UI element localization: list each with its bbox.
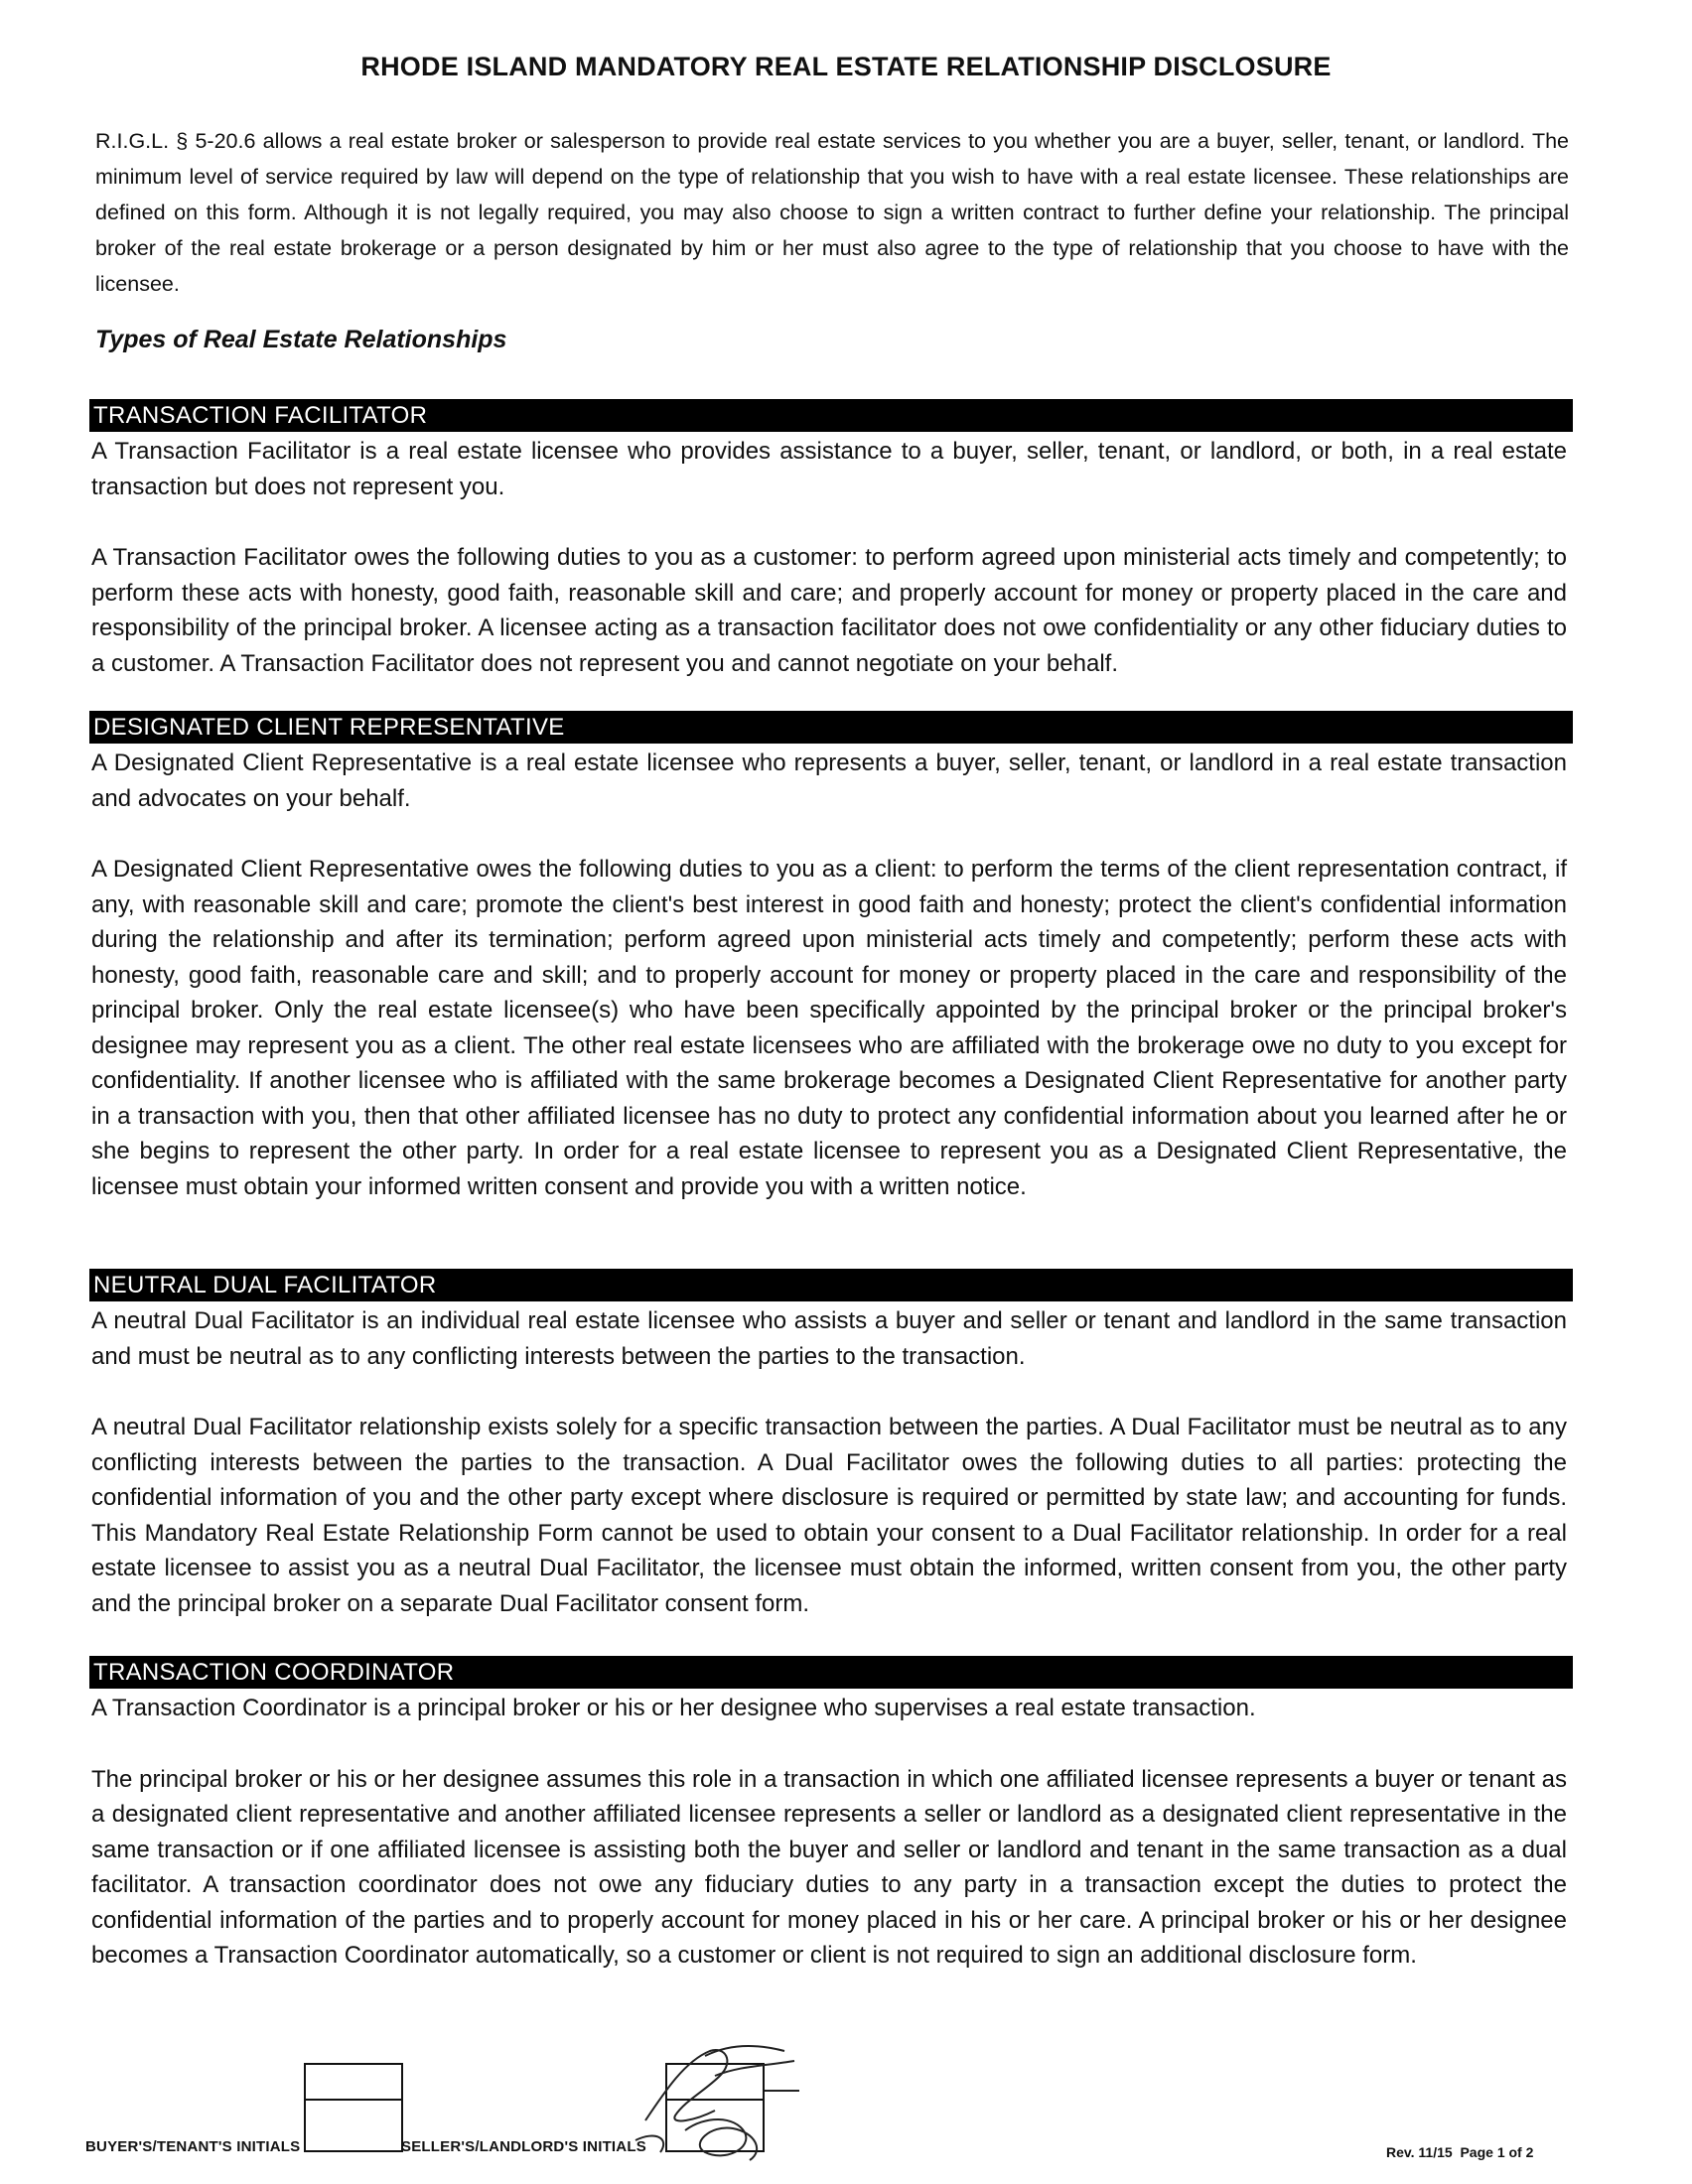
seller-initials-label: SELLER'S/LANDLORD'S INITIALS bbox=[401, 2138, 646, 2155]
section-heading-bar bbox=[89, 399, 1573, 432]
section-heading-bar bbox=[89, 711, 1573, 744]
section-transaction-facilitator bbox=[89, 399, 1573, 681]
section-designated-client-representative bbox=[89, 711, 1573, 1204]
section-heading: DESIGNATED CLIENT REPRESENTATIVE bbox=[93, 714, 565, 741]
section-heading-bar bbox=[89, 1269, 1573, 1301]
section-paragraph: A neutral Dual Facilitator is an individual real estate licensee who assists a buyer and seller or tenant and landlord in the same transaction and must be neutral as to any conflicting interests between the parties to the transaction. bbox=[91, 1307, 1567, 1370]
section-paragraph: A Transaction Coordinator is a principal broker or his or her designee who supervises a real estate transaction. bbox=[91, 1695, 1256, 1721]
section-heading: NEUTRAL DUAL FACILITATOR bbox=[93, 1272, 437, 1298]
section-paragraph: A Designated Client Representative owes the following duties to you as a client: to perform the terms of the client representation contract, if any, with reasonable skill and care; promote the client's best interest in good faith and honesty; protect the client's confidential information during the relationship and after its termination; perform agreed upon ministerial acts timely and competently; perform these acts with honesty, good faith, reasonable care and skill; and to properly account for money or property placed in the care and responsibility of the principal broker. Only the real estate licensee(s) who have been specifically appointed by the principal broker or the principal broker's designee may represent you as a client. The other real estate licensees who are affiliated with the brokerage owe no duty to you except for confidentiality. If another licensee who is affiliated with the same brokerage becomes a Designated Client Representative for another party in a transaction with you, then that other affiliated licensee has no duty to protect any confidential information about you learned after he or she begins to represent the other party. In order for a real estate licensee to represent you as a Designated Client Representative, the licensee must obtain your informed written consent and provide you with a written notice. bbox=[91, 856, 1567, 1200]
buyer-initials-box-bottom[interactable] bbox=[304, 2099, 403, 2152]
handwritten-initials-signature bbox=[616, 2021, 824, 2170]
page-number: Page 1 of 2 bbox=[1460, 2144, 1534, 2160]
buyer-initials-box-top[interactable] bbox=[304, 2063, 403, 2101]
section-heading-bar bbox=[89, 1656, 1573, 1689]
intro-paragraph: R.I.G.L. § 5-20.6 allows a real estate broker or salesperson to provide real estate services to you whether you are a buyer, seller, tenant, or landlord. The minimum level of service required by law will depend on the type of relationship that you wish to have with a real estate licensee. These relationships are defined on this form. Although it is not legally required, you may also choose to sign a written contract to further define your relationship. The principal broker of the real estate brokerage or a person designated by him or her must also agree to the type of relationship that you choose to have with the licensee. bbox=[95, 129, 1569, 296]
section-heading: TRANSACTION FACILITATOR bbox=[93, 402, 428, 429]
section-transaction-coordinator bbox=[89, 1656, 1573, 1974]
document-title: RHODE ISLAND MANDATORY REAL ESTATE RELATIONSHIP DISCLOSURE bbox=[360, 52, 1332, 81]
section-paragraph: A Transaction Facilitator owes the following duties to you as a customer: to perform agreed upon ministerial acts timely and competently; to perform these acts with honesty, good faith, reasonable skill and care; and properly account for money or property placed in the care and responsibility of the principal broker. A licensee acting as a transaction facilitator does not owe confidentiality or any other fiduciary duties to a customer. A Transaction Facilitator does not represent you and cannot negotiate on your behalf. bbox=[91, 544, 1567, 677]
revision-label: Rev. 11/15 bbox=[1386, 2144, 1453, 2160]
section-paragraph: A neutral Dual Facilitator relationship exists solely for a specific transaction between the parties. A Dual Facilitator must be neutral as to any conflicting interests between the parties to the transaction. A Dual Facilitator owes the following duties to all parties: protecting the confidential information of you and the other party except where disclosure is required or permitted by state law; and accounting for funds. This Mandatory Real Estate Relationship Form cannot be used to obtain your consent to a Dual Facilitator relationship. In order for a real estate licensee to assist you as a neutral Dual Facilitator, the licensee must obtain the informed, written consent from you, the other party and the principal broker on a separate Dual Facilitator consent form. bbox=[91, 1414, 1567, 1617]
page-footer-right bbox=[1386, 2144, 1533, 2160]
section-neutral-dual-facilitator bbox=[89, 1269, 1573, 1621]
section-paragraph: A Transaction Facilitator is a real estate licensee who provides assistance to a buyer, seller, tenant, or landlord, or both, in a real estate transaction but does not represent you. bbox=[91, 438, 1567, 500]
section-paragraph: A Designated Client Representative is a real estate licensee who represents a buyer, seller, tenant, or landlord in a real estate transaction and advocates on your behalf. bbox=[91, 750, 1567, 812]
section-heading: TRANSACTION COORDINATOR bbox=[93, 1659, 455, 1686]
types-heading: Types of Real Estate Relationships bbox=[95, 326, 507, 353]
section-paragraph: The principal broker or his or her designee assumes this role in a transaction in which one affiliated licensee represents a buyer or tenant as a designated client representative and another affiliated licensee represents a seller or landlord as a designated client representative in the same transaction or if one affiliated licensee is assisting both the buyer and seller or landlord and tenant in the same transaction as a dual facilitator. A transaction coordinator does not owe any fiduciary duties to any party in a transaction except the duties to protect the confidential information of the parties and to properly account for money placed in his or her care. A principal broker or his or her designee becomes a Transaction Coordinator automatically, so a customer or client is not required to sign an additional disclosure form. bbox=[91, 1765, 1567, 1969]
buyer-initials-label: BUYER'S/TENANT'S INITIALS bbox=[85, 2138, 301, 2155]
